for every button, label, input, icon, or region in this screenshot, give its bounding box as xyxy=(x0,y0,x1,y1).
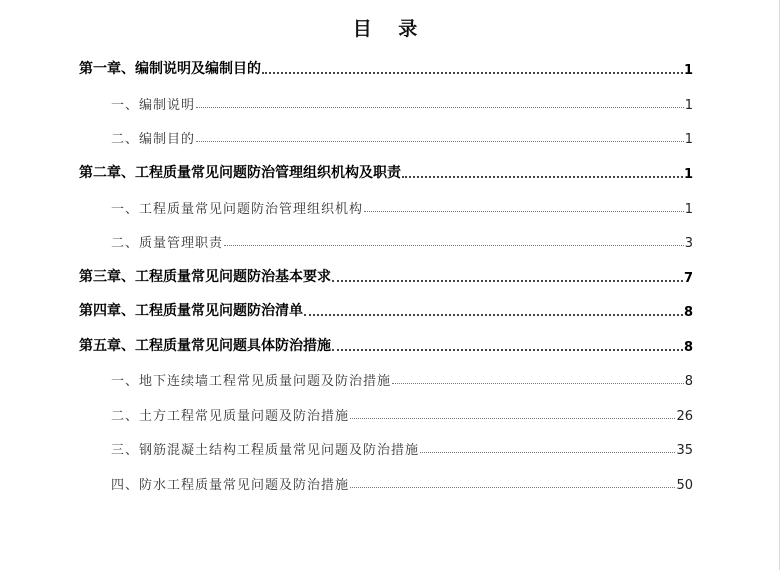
toc-dot-leader xyxy=(332,280,683,282)
toc-dot-leader xyxy=(262,72,683,74)
toc-entry-section[interactable] xyxy=(111,197,693,217)
toc-dot-leader xyxy=(350,418,675,419)
toc-entry-section[interactable] xyxy=(111,93,693,113)
toc-entry-text: 三、钢筋混凝土结构工程质量常见问题及防治措施 xyxy=(111,443,420,458)
toc-entry-chapter-1[interactable] xyxy=(79,58,693,78)
toc-page-number: 26 xyxy=(676,409,693,424)
toc-page-number: 1 xyxy=(683,167,693,182)
toc-entry-section[interactable] xyxy=(111,438,693,458)
toc-page-number: 1 xyxy=(684,132,693,147)
toc-entry-chapter-3[interactable] xyxy=(79,266,693,286)
toc-page-number: 1 xyxy=(684,202,693,217)
toc-entry-text: 二、质量管理职责 xyxy=(111,236,224,251)
toc-page-number: 1 xyxy=(683,63,693,78)
toc-dot-leader xyxy=(364,211,684,212)
toc-page-number: 8 xyxy=(683,305,693,320)
toc-entry-text: 四、防水工程质量常见问题及防治措施 xyxy=(111,478,350,493)
toc-entry-section[interactable] xyxy=(111,231,693,251)
toc-page-number: 50 xyxy=(676,478,693,493)
toc-page-number: 3 xyxy=(684,236,693,251)
toc-title: 目 录 xyxy=(352,18,428,40)
toc-entry-text: 第五章、工程质量常见问题具体防治措施 xyxy=(79,338,331,354)
toc-entry-chapter-4[interactable] xyxy=(79,300,693,320)
toc-entry-text: 第一章、编制说明及编制目的 xyxy=(79,61,261,77)
toc-entry-text: 第四章、工程质量常见问题防治清单 xyxy=(79,303,303,319)
toc-entry-chapter-2[interactable] xyxy=(79,162,693,182)
toc-entry-text: 第二章、工程质量常见问题防治管理组织机构及职责 xyxy=(79,165,401,181)
toc-dot-leader xyxy=(350,487,675,488)
toc-entry-text: 一、工程质量常见问题防治管理组织机构 xyxy=(111,202,364,217)
toc-entry-section[interactable] xyxy=(111,369,693,389)
toc-dot-leader xyxy=(420,452,675,453)
toc-dot-leader xyxy=(196,141,684,142)
toc-dot-leader xyxy=(224,245,684,246)
toc-entry-text: 二、编制目的 xyxy=(111,132,196,147)
toc-entry-text: 一、编制说明 xyxy=(111,98,196,113)
toc-entry-section[interactable] xyxy=(111,127,693,147)
toc-dot-leader xyxy=(196,107,684,108)
toc-entry-text: 二、土方工程常见质量问题及防治措施 xyxy=(111,409,350,424)
toc-page-number: 1 xyxy=(684,98,693,113)
toc-entry-text: 第三章、工程质量常见问题防治基本要求 xyxy=(79,269,331,285)
toc-page-number: 7 xyxy=(683,271,693,286)
toc-entry-section[interactable] xyxy=(111,473,693,493)
toc-dot-leader xyxy=(304,314,683,316)
toc-page-number: 8 xyxy=(683,340,693,355)
toc-entry-text: 一、地下连续墙工程常见质量问题及防治措施 xyxy=(111,374,392,389)
toc-dot-leader xyxy=(332,349,683,351)
toc-page-number: 35 xyxy=(676,443,693,458)
toc-dot-leader xyxy=(402,176,683,178)
toc-page-number: 8 xyxy=(684,374,693,389)
toc-entry-chapter-5[interactable] xyxy=(79,335,693,355)
toc-entry-section[interactable] xyxy=(111,404,693,424)
toc-dot-leader xyxy=(392,383,684,384)
